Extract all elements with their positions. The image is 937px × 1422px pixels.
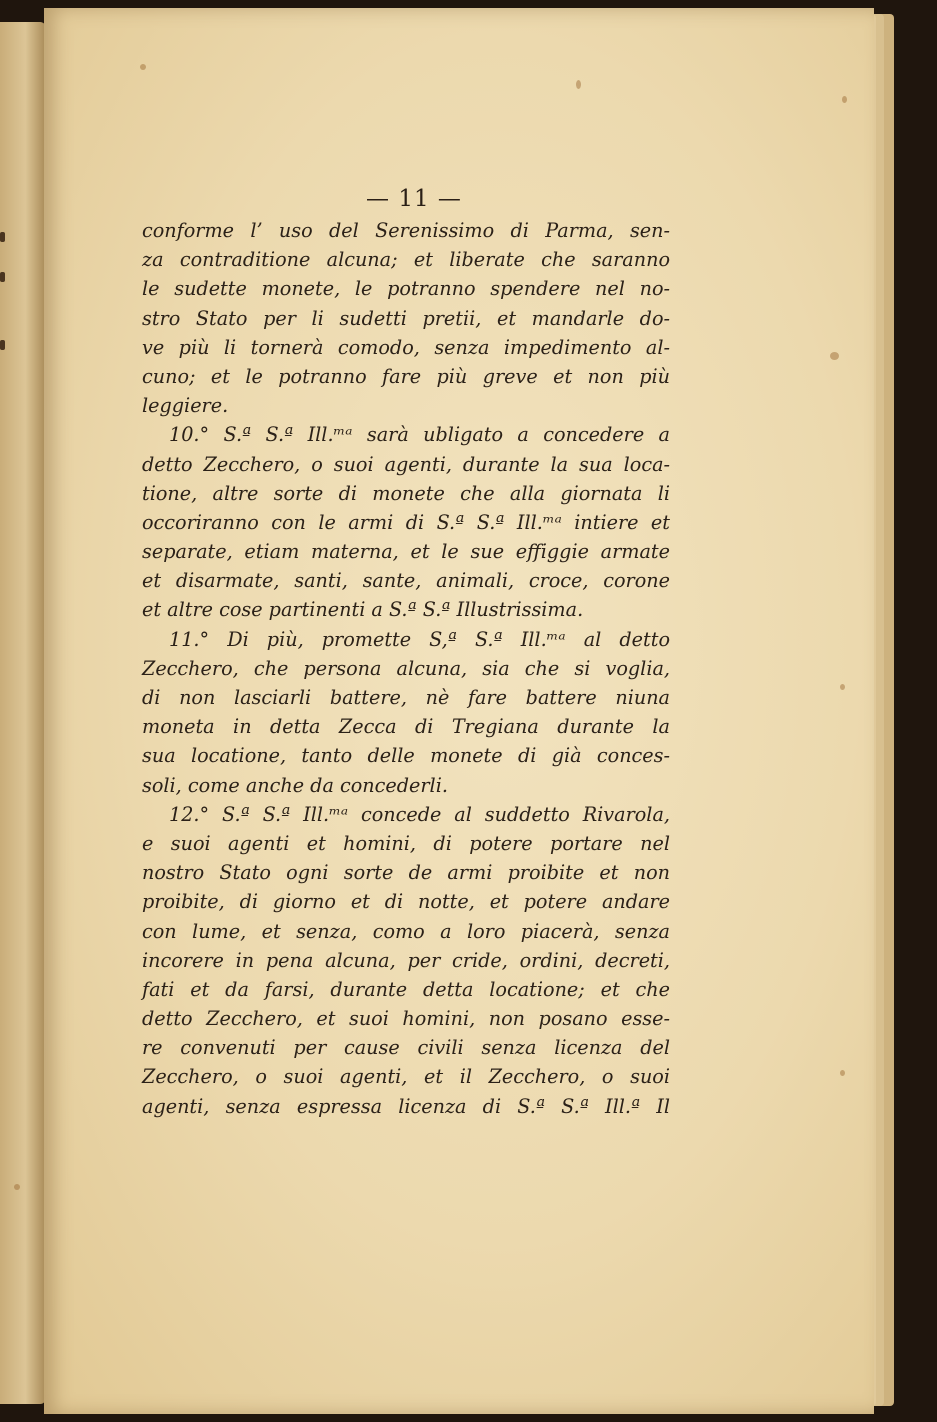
text-line: et disarmate, santi, sante, animali, croce, corone: [142, 569, 670, 593]
foxing-spot: [840, 684, 845, 690]
text-line: occoriranno con le armi di S.ª S.ª Ill.ᵐᵃ intiere et: [142, 510, 670, 534]
text-line: detto Zecchero, et suoi homini, non posano esse-: [142, 1007, 670, 1031]
paragraph-12-start: 12.° S.ª S.ª Ill.ᵐᵃ concede al suddetto Rivarola,: [169, 802, 670, 826]
text-line: Zecchero, o suoi agenti, et il Zecchero, o suoi: [142, 1065, 670, 1089]
text-line: separate, etiam materna, et le sue effiggie armate: [142, 540, 670, 564]
text-line: le sudette monete, le potranno spendere nel no-: [142, 277, 670, 301]
foxing-spot: [830, 352, 839, 360]
text-line: leggiere.: [142, 394, 229, 418]
book-page: [44, 8, 874, 1414]
foxing-spot: [842, 96, 847, 103]
text-line: detto Zecchero, o suoi agenti, durante la sua loca-: [142, 452, 670, 476]
foxing-spot: [14, 1184, 20, 1190]
left-page-ink-mark: [0, 340, 5, 350]
text-line: fati et da farsi, durante detta locatione; et che: [142, 977, 670, 1001]
text-line: conforme l’ uso del Serenissimo di Parma, sen-: [142, 219, 670, 242]
text-line: sua locatione, tanto delle monete di già conces-: [142, 744, 670, 768]
body-text: [142, 216, 670, 1121]
text-line: agenti, senza espressa licenza di S.ª S.ª Ill.ª Il: [142, 1094, 670, 1118]
text-line: stro Stato per li sudetti pretii, et mandarle do-: [142, 306, 670, 330]
text-line: nostro Stato ogni sorte de armi proibite et non: [142, 861, 670, 885]
foxing-spot: [840, 1070, 845, 1076]
text-line: soli, come anche da concederli.: [142, 773, 448, 797]
foxing-spot: [576, 80, 581, 89]
foxing-spot: [140, 64, 146, 70]
left-page-ink-mark: [0, 232, 5, 242]
text-line: re convenuti per cause civili senza licenza del: [142, 1036, 670, 1060]
text-line: di non lasciarli battere, nè fare battere niuna: [142, 686, 670, 709]
text-line: cuno; et le potranno fare più greve et non più: [142, 364, 670, 388]
text-line: moneta in detta Zecca di Tregiana durante la: [142, 715, 670, 739]
left-facing-page-edge: [0, 22, 46, 1404]
text-line: con lume, et senza, como a loro piacerà, senza: [142, 919, 670, 943]
text-line: za contraditione alcuna; et liberate che saranno: [142, 248, 670, 272]
page-number: — 11 —: [366, 186, 462, 212]
paragraph-10-start: 10.° S.ª S.ª Ill.ᵐᵃ sarà ubligato a concedere a: [169, 423, 670, 447]
text-line: e suoi agenti et homini, di potere portare nel: [142, 831, 670, 855]
text-line: proibite, di giorno et di notte, et potere andare: [142, 890, 670, 914]
text-line: incorere in pena alcuna, per cride, ordini, decreti,: [142, 948, 670, 972]
paragraph-11-start: 11.° Di più, promette S,ª S.ª Ill.ᵐᵃ al detto: [169, 627, 670, 651]
left-page-ink-mark: [0, 272, 5, 282]
text-line: tione, altre sorte di monete che alla giornata li: [142, 481, 670, 505]
text-line: Zecchero, che persona alcuna, sia che si voglia,: [142, 656, 670, 680]
text-line: ve più li tornerà comodo, senza impedimento al-: [142, 335, 670, 359]
text-line: et altre cose partinenti a S.ª S.ª Illustrissima.: [142, 598, 584, 622]
